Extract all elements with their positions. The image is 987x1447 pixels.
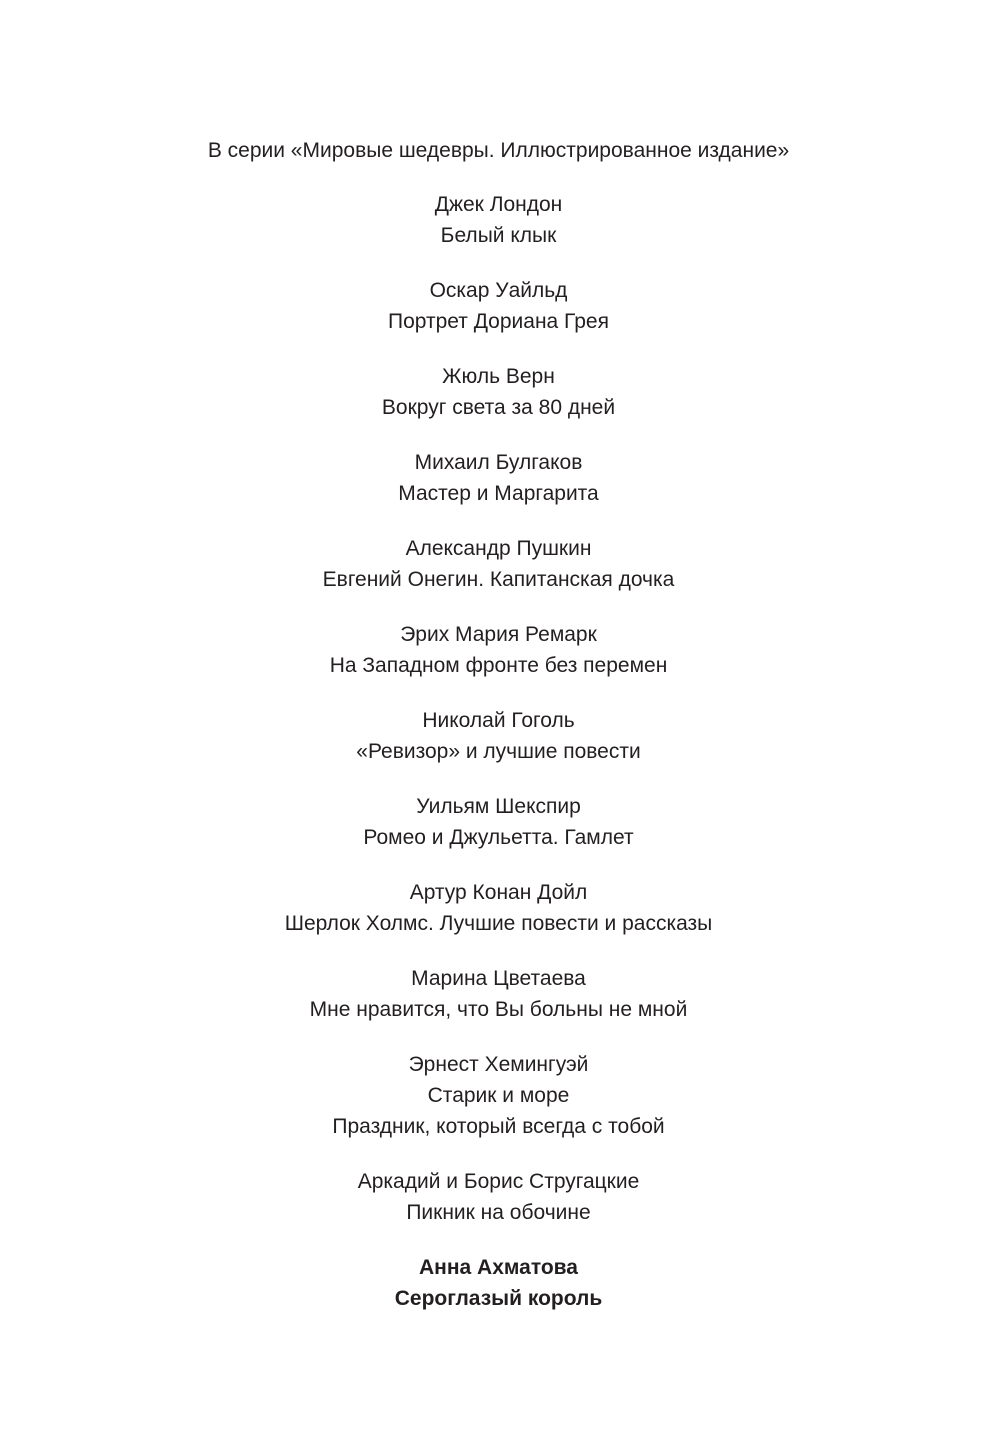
book-title: Сероглазый король bbox=[394, 1287, 603, 1310]
book-entry bbox=[0, 447, 987, 509]
book-title: Мастер и Маргарита bbox=[398, 482, 599, 505]
book-author: Джек Лондон bbox=[434, 193, 563, 216]
book-author: Аркадий и Борис Стругацкие bbox=[357, 1170, 640, 1193]
book-entry bbox=[0, 1252, 987, 1314]
book-title: Мне нравится, что Вы больны не мной bbox=[309, 998, 688, 1021]
book-title: Ромео и Джульетта. Гамлет bbox=[363, 826, 634, 849]
book-author: Анна Ахматова bbox=[419, 1256, 578, 1279]
book-author: Жюль Верн bbox=[442, 365, 555, 388]
book-entry bbox=[0, 1049, 987, 1142]
series-heading: В серии «Мировые шедевры. Иллюстрированное издание» bbox=[207, 139, 790, 162]
book-author: Александр Пушкин bbox=[405, 537, 592, 560]
book-entry bbox=[0, 619, 987, 681]
book-entry bbox=[0, 275, 987, 337]
book-entry bbox=[0, 963, 987, 1025]
book-entry bbox=[0, 361, 987, 423]
book-entry bbox=[0, 1166, 987, 1228]
book-author: Михаил Булгаков bbox=[414, 451, 583, 474]
book-entry bbox=[0, 877, 987, 939]
book-title: Пикник на обочине bbox=[406, 1201, 591, 1224]
book-entry bbox=[0, 533, 987, 595]
book-title: Евгений Онегин. Капитанская дочка bbox=[322, 568, 675, 591]
book-title: Портрет Дориана Грея bbox=[388, 310, 609, 333]
book-author: Эрих Мария Ремарк bbox=[400, 623, 597, 646]
book-title: Праздник, который всегда с тобой bbox=[332, 1115, 665, 1138]
book-title: Шерлок Холмс. Лучшие повести и рассказы bbox=[284, 912, 713, 935]
book-title: На Западном фронте без перемен bbox=[329, 654, 668, 677]
book-title: Белый клык bbox=[440, 224, 557, 247]
book-author: Артур Конан Дойл bbox=[409, 881, 588, 904]
book-entry bbox=[0, 791, 987, 853]
book-entry bbox=[0, 705, 987, 767]
book-title: Старик и море bbox=[427, 1084, 570, 1107]
book-entry bbox=[0, 189, 987, 251]
book-author: Николай Гоголь bbox=[422, 709, 575, 732]
book-author: Уильям Шекспир bbox=[416, 795, 581, 818]
book-author: Эрнест Хемингуэй bbox=[408, 1053, 589, 1076]
book-author: Марина Цветаева bbox=[411, 967, 586, 990]
book-author: Оскар Уайльд bbox=[429, 279, 568, 302]
book-list bbox=[0, 189, 987, 1338]
book-title: «Ревизор» и лучшие повести bbox=[356, 740, 641, 763]
book-title: Вокруг света за 80 дней bbox=[381, 396, 616, 419]
